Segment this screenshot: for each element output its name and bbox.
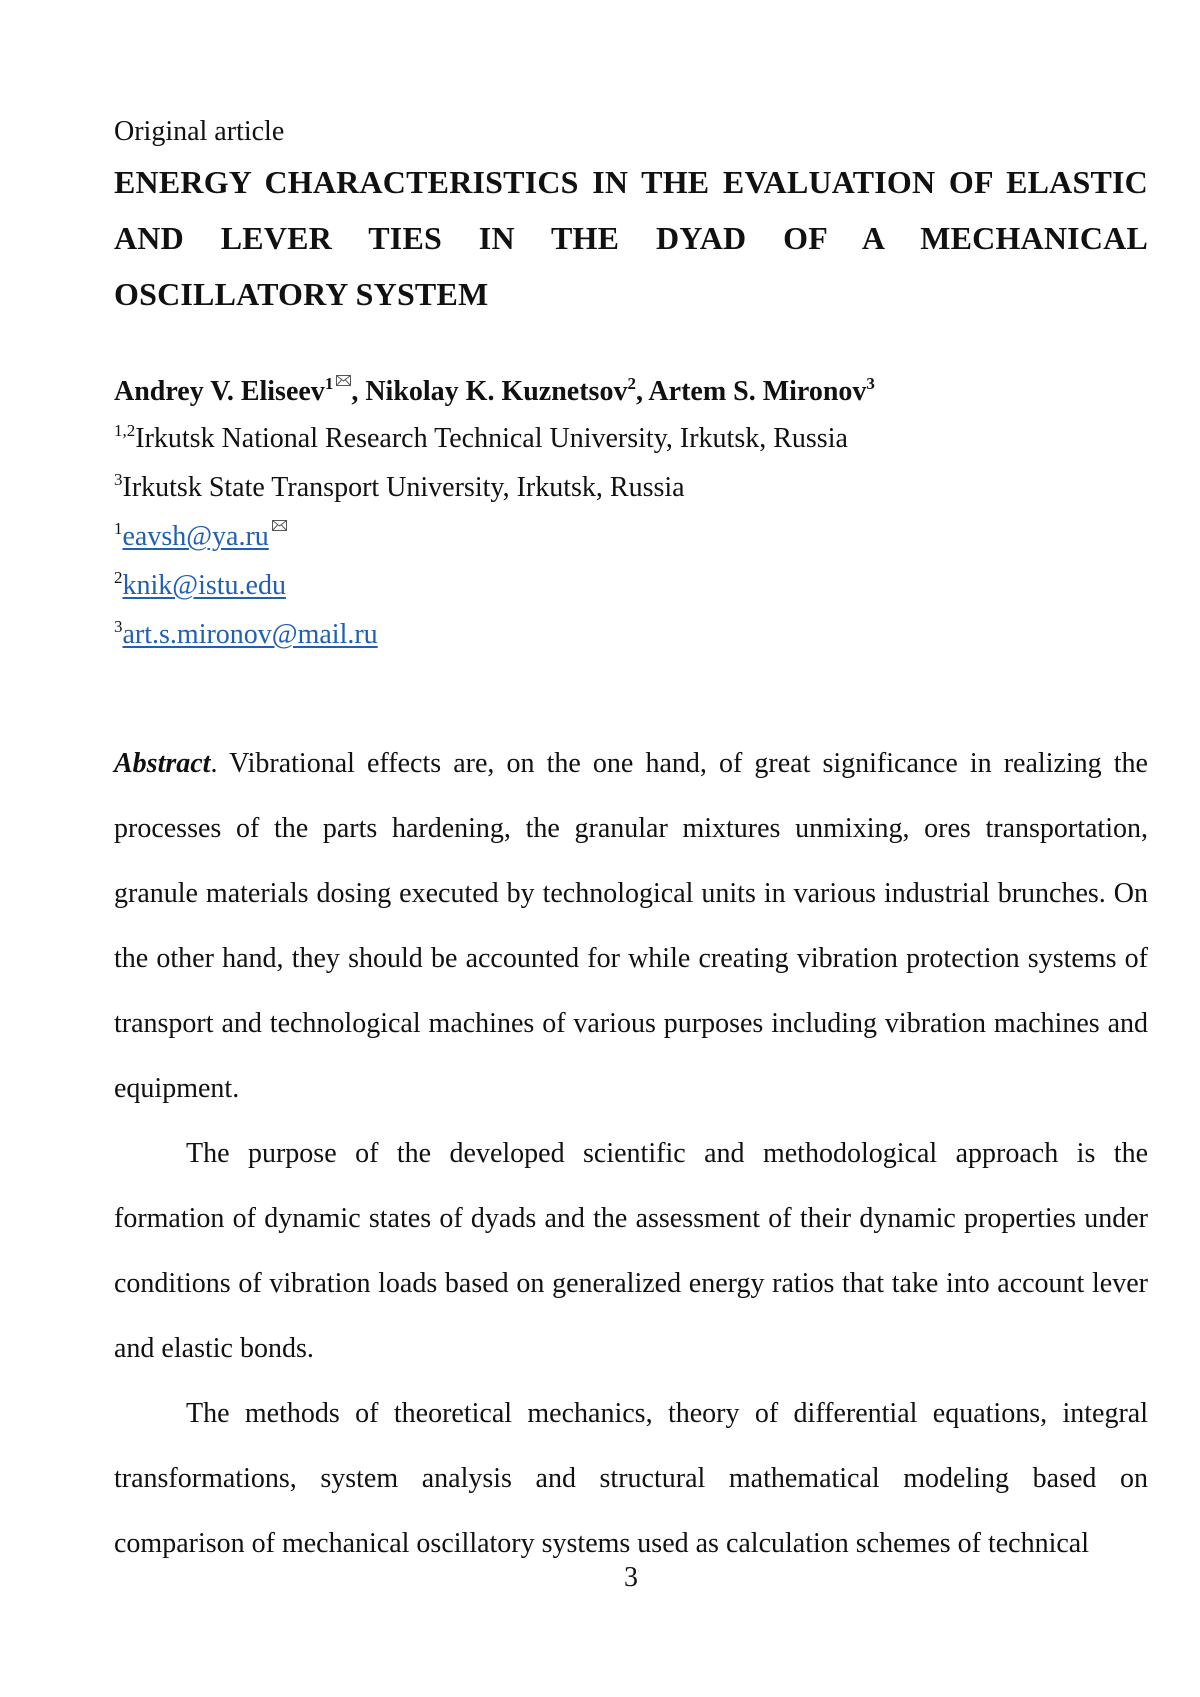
page-content bbox=[114, 112, 1148, 1576]
email-line-3 bbox=[114, 610, 1148, 659]
email-link-3[interactable]: art.s.mironov@mail.ru bbox=[122, 619, 378, 650]
affiliation-mark: 3 bbox=[114, 470, 123, 489]
article-title: ENERGY CHARACTERISTICS IN THE EVALUATION OF ELASTIC AND LEVER TIES IN THE DYAD OF A MECHANICAL OSCILLATORY SYSTEM bbox=[114, 164, 1148, 312]
affiliation-2 bbox=[114, 463, 1148, 512]
email-link-2[interactable]: knik@istu.edu bbox=[122, 570, 286, 601]
abstract-paragraph-1 bbox=[114, 731, 1148, 1121]
author-2 bbox=[365, 376, 648, 407]
email-mark: 1 bbox=[114, 519, 123, 538]
page-number: 3 bbox=[624, 1562, 638, 1593]
author-separator: , bbox=[351, 376, 366, 407]
author-affiliation-mark: 2 bbox=[627, 374, 636, 393]
author-affiliation-mark: 3 bbox=[866, 374, 875, 393]
author-1 bbox=[114, 376, 365, 407]
author-3 bbox=[648, 376, 875, 407]
abstract-label: Abstract bbox=[114, 748, 211, 779]
email-line-1 bbox=[114, 512, 1148, 561]
author-affiliation-mark: 1 bbox=[324, 374, 334, 393]
envelope-icon bbox=[336, 375, 351, 386]
affiliation-1 bbox=[114, 414, 1148, 463]
email-mark: 2 bbox=[114, 568, 123, 587]
email-mark: 3 bbox=[114, 617, 123, 636]
envelope-icon bbox=[272, 520, 287, 531]
abstract-section bbox=[114, 731, 1148, 1576]
author-separator: , bbox=[635, 376, 649, 407]
affiliation-text: Irkutsk National Research Technical University, Irkutsk, Russia bbox=[135, 423, 848, 454]
author-list bbox=[114, 372, 1148, 412]
email-line-2 bbox=[114, 561, 1148, 610]
abstract-paragraph-2: The purpose of the developed scientific and methodological approach is the formation of dynamic states of dyads and the assessment of their dynamic properties under conditions of vibration loads based on generalized energy ratios that take into account lever and elastic bonds. bbox=[114, 1138, 1148, 1364]
author-name: Nikolay K. Kuznetsov bbox=[365, 376, 628, 407]
article-type-label: Original article bbox=[114, 116, 285, 147]
author-name: Artem S. Mironov bbox=[648, 376, 867, 407]
affiliation-text: Irkutsk State Transport University, Irkutsk, Russia bbox=[122, 472, 685, 503]
affiliation-mark: 1,2 bbox=[114, 421, 136, 440]
author-name: Andrey V. Eliseev bbox=[114, 376, 325, 407]
email-link-1[interactable]: eavsh@ya.ru bbox=[122, 521, 269, 552]
abstract-text: . Vibrational effects are, on the one hand, of great significance in realizing the processes of the parts hardening, the granular mixtures unmixing, ores transportation, granule materials dosing executed by technological units in various industrial brunches. On the other hand, they should be accounted for while creating vibration protection systems of transport and technological machines of various purposes including vibration machines and equipment. bbox=[114, 748, 1148, 1104]
abstract-paragraph-3: The methods of theoretical mechanics, theory of differential equations, integral transformations, system analysis and structural mathematical modeling based on comparison of mechanical oscillatory systems used as calculation schemes of technical bbox=[114, 1398, 1148, 1559]
